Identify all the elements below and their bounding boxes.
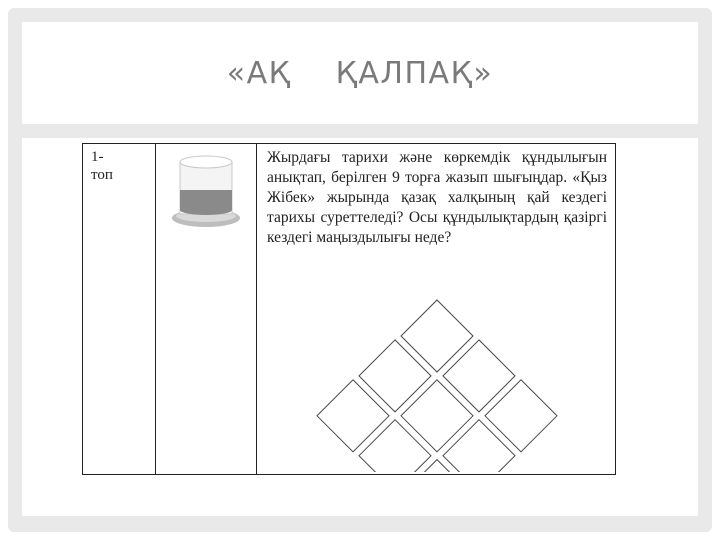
- group-cell: [83, 144, 156, 475]
- group-label: 1- топ: [91, 149, 113, 183]
- task-text: Жырдағы тарихи және көркемдік құндылығын анықтап, берілген 9 торға жазып шығыңдар. «Қыз Жібек» жырында қазақ халқының қай кездегі тарихы суреттеледі? Осы құндылықтардың қазіргі кездегі маңыздылығы неде?: [267, 149, 607, 246]
- hat-cell: [156, 144, 257, 475]
- white-top-hat-icon: [170, 150, 242, 230]
- title-band: [22, 22, 698, 124]
- task-table: [82, 143, 616, 475]
- table-row: [83, 144, 616, 475]
- task-cell: [257, 144, 616, 475]
- diamond-grid: [267, 292, 607, 472]
- slide-title: «АҚ ҚАЛПАҚ»: [226, 55, 494, 91]
- task-content: [257, 144, 615, 474]
